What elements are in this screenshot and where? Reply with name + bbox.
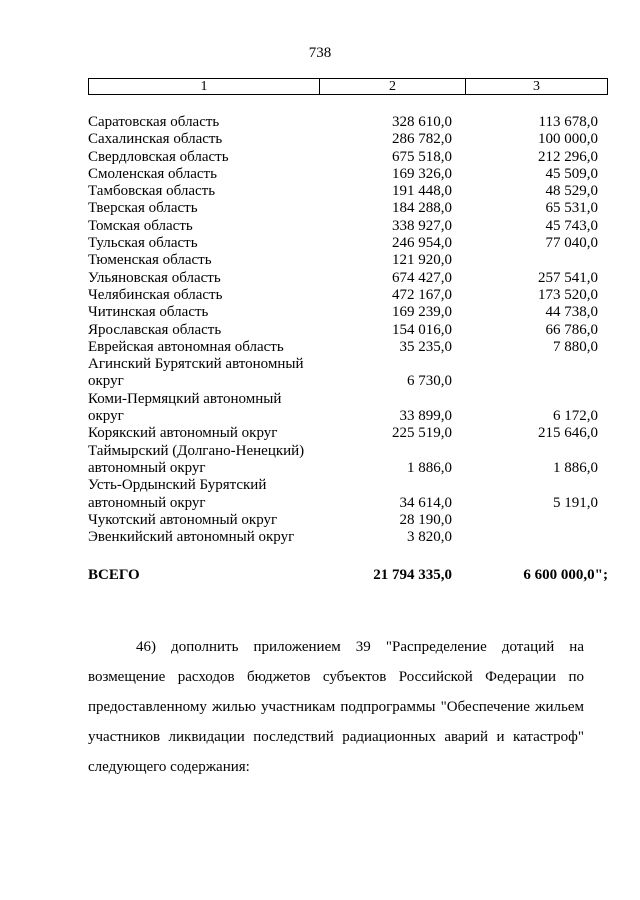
value-col2: 472 167,0: [392, 286, 452, 303]
value-col2: 28 190,0: [399, 511, 452, 528]
value-col2: 246 954,0: [392, 235, 452, 252]
region-name: Чукотский автономный округ: [88, 511, 278, 528]
region-name: Челябинская область: [88, 286, 223, 303]
region-name: Читинская область: [88, 304, 209, 321]
column-header-1: 1: [89, 79, 320, 95]
table-row: [0, 131, 640, 148]
value-col3: 1 886,0: [553, 459, 598, 476]
value-col3: 5 191,0: [553, 494, 598, 511]
value-col3: 173 520,0: [538, 286, 598, 303]
amendment-paragraph: [88, 632, 584, 782]
region-name: Томская область: [88, 217, 193, 234]
table-row: [0, 477, 640, 494]
value-col2: 169 326,0: [392, 165, 452, 182]
table-row: [0, 460, 640, 477]
value-col3: 6 172,0: [553, 408, 598, 425]
region-name: Смоленская область: [88, 165, 217, 182]
value-col2: 184 288,0: [392, 200, 452, 217]
column-header-2: 2: [320, 79, 466, 95]
region-name: Тамбовская область: [88, 183, 216, 200]
value-col2: 34 614,0: [399, 494, 452, 511]
table-row: [0, 270, 640, 287]
value-col2: 675 518,0: [392, 148, 452, 165]
value-col2: 191 448,0: [392, 183, 452, 200]
value-col2: 154 016,0: [392, 321, 452, 338]
table-row: [0, 443, 640, 460]
value-col2: 35 235,0: [399, 338, 452, 355]
region-name: Ульяновская область: [88, 269, 221, 286]
total-row: [0, 565, 640, 585]
table-row: [0, 373, 640, 390]
value-col2: 328 610,0: [392, 114, 452, 130]
region-name: округ: [88, 373, 124, 390]
value-col3: 66 786,0: [545, 321, 598, 338]
total-col2: 21 794 335,0: [373, 567, 452, 583]
value-col3: 77 040,0: [545, 235, 598, 252]
region-name: Тульская область: [88, 235, 198, 252]
value-col3: 100 000,0: [538, 131, 598, 148]
total-label: ВСЕГО: [88, 567, 140, 583]
value-col2: 1 886,0: [407, 459, 452, 476]
value-col2: 6 730,0: [407, 373, 452, 390]
column-header-table: [88, 78, 608, 95]
table-row: [0, 114, 640, 131]
table-row: [0, 529, 640, 546]
table-row: [0, 200, 640, 217]
value-col3: 48 529,0: [545, 183, 598, 200]
region-name: Тюменская область: [88, 252, 212, 269]
table-row: [0, 304, 640, 321]
value-col3: 45 743,0: [545, 217, 598, 234]
value-col3: 44 738,0: [545, 304, 598, 321]
value-col2: 33 899,0: [399, 408, 452, 425]
region-name: Тверская область: [88, 200, 198, 217]
value-col2: 121 920,0: [392, 252, 452, 269]
region-name: Коми-Пермяцкий автономный: [88, 390, 282, 407]
value-col2: 286 782,0: [392, 131, 452, 148]
value-col3: 65 531,0: [545, 200, 598, 217]
region-name: Ярославская область: [88, 321, 222, 338]
table-row: [0, 322, 640, 339]
table-row: [0, 183, 640, 200]
value-col3: 215 646,0: [538, 425, 598, 442]
value-col3: 113 678,0: [538, 114, 598, 130]
table-row: [0, 391, 640, 408]
region-name: Саратовская область: [88, 114, 220, 130]
table-row: [0, 149, 640, 166]
table-row: [0, 218, 640, 235]
table-body: [0, 114, 640, 546]
table-row: [0, 252, 640, 269]
region-name: Еврейская автономная область: [88, 338, 284, 355]
value-col3: 257 541,0: [538, 269, 598, 286]
region-name: Свердловская область: [88, 148, 229, 165]
value-col2: 169 239,0: [392, 304, 452, 321]
table-row: [0, 408, 640, 425]
region-name: автономный округ: [88, 494, 206, 511]
region-name: Агинский Бурятский автономный: [88, 356, 304, 373]
value-col3: 45 509,0: [545, 165, 598, 182]
column-header-3: 3: [466, 79, 608, 95]
region-name: Усть-Ордынский Бурятский: [88, 477, 267, 494]
total-col3: 6 600 000,0";: [523, 567, 608, 583]
region-name: автономный округ: [88, 459, 206, 476]
page-number: 738: [308, 45, 332, 61]
region-name: Эвенкийский автономный округ: [88, 529, 295, 546]
value-col2: 3 820,0: [407, 529, 452, 546]
table-row: [0, 339, 640, 356]
table-row: [0, 235, 640, 252]
table-row: [0, 356, 640, 373]
amendment-text: 46) дополнить приложением 39 "Распределение дотаций на возмещение расходов бюджетов субъектов Российской Федерации по предоставленному жилью участникам подпрограммы "Обеспечение жильем участников ликвидации последствий радиационных аварий и катастроф" следующего содержания:: [88, 639, 584, 775]
table-row: [0, 287, 640, 304]
region-name: Таймырский (Долгано-Ненецкий): [88, 442, 305, 459]
region-name: Сахалинская область: [88, 131, 223, 148]
value-col2: 674 427,0: [392, 269, 452, 286]
value-col2: 338 927,0: [392, 217, 452, 234]
table-row: [0, 166, 640, 183]
table-row: [0, 425, 640, 442]
table-row: [0, 512, 640, 529]
value-col3: 7 880,0: [553, 338, 598, 355]
region-name: округ: [88, 408, 124, 425]
value-col2: 225 519,0: [392, 425, 452, 442]
table-row: [0, 495, 640, 512]
region-name: Корякский автономный округ: [88, 425, 278, 442]
value-col3: 212 296,0: [538, 148, 598, 165]
